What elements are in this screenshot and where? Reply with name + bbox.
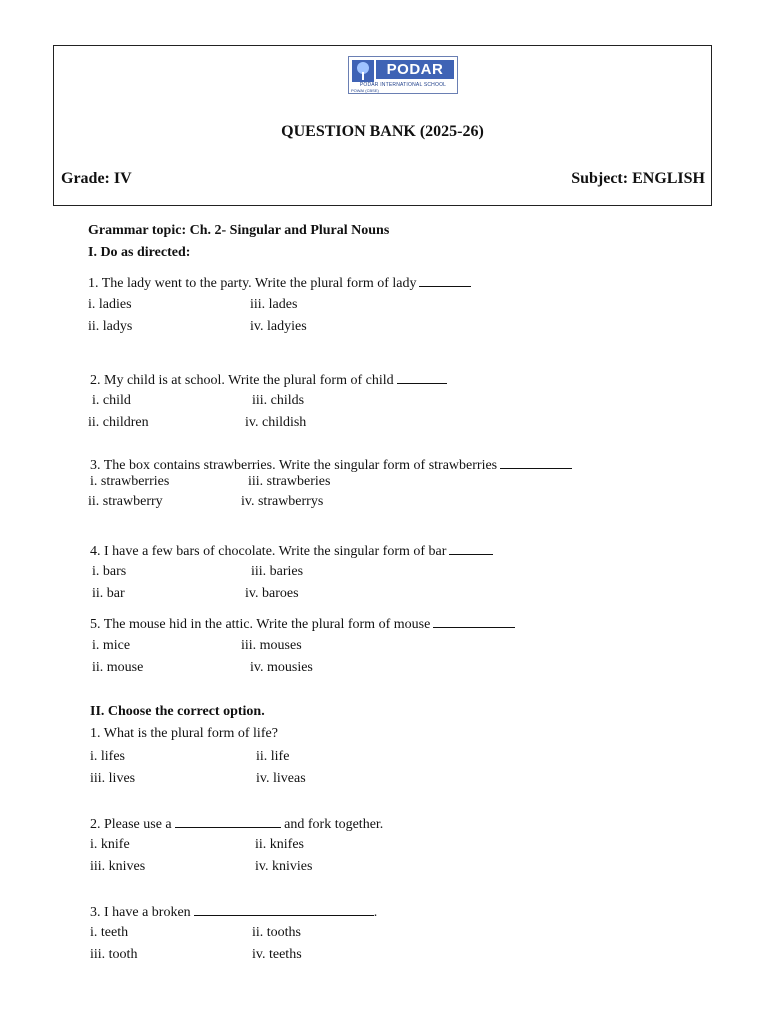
option: iii. lades bbox=[250, 297, 298, 312]
question-1-5: 5. The mouse hid in the attic. Write the plural form of mouse bbox=[90, 615, 515, 633]
option: iv. ladyies bbox=[250, 319, 307, 334]
option: iv. strawberrys bbox=[241, 494, 324, 509]
option: i. bars bbox=[92, 564, 127, 579]
option: ii. tooths bbox=[252, 925, 302, 940]
page-title: QUESTION BANK (2025-26) bbox=[281, 123, 484, 140]
grammar-topic: Grammar topic: Ch. 2- Singular and Plural Nouns bbox=[88, 223, 390, 238]
option: iii. mouses bbox=[241, 638, 302, 653]
option: ii. mouse bbox=[92, 660, 144, 675]
option: ii. ladys bbox=[88, 319, 133, 334]
option: i. lifes bbox=[90, 749, 125, 764]
question-1-4: 4. I have a few bars of chocolate. Write the singular form of bar bbox=[90, 542, 493, 560]
option: ii. bar bbox=[92, 586, 125, 601]
tree-icon bbox=[352, 60, 374, 82]
option: ii. children bbox=[88, 415, 149, 430]
school-logo bbox=[348, 56, 458, 94]
option: i. teeth bbox=[90, 925, 129, 940]
question-2-2: 2. Please use a and fork together. bbox=[90, 817, 384, 832]
header-box bbox=[53, 45, 712, 206]
logo-school-name: PODAR INTERNATIONAL SCHOOL bbox=[359, 82, 447, 88]
option: i. strawberries bbox=[90, 474, 170, 489]
option: iv. teeths bbox=[252, 947, 302, 962]
option: ii. strawberry bbox=[88, 494, 163, 509]
option: iv. knivies bbox=[255, 859, 313, 874]
option: iii. strawberies bbox=[248, 474, 331, 489]
question-1-3: 3. The box contains strawberries. Write the singular form of strawberries bbox=[90, 456, 572, 474]
option: ii. knifes bbox=[255, 837, 304, 852]
logo-branch: POWAI (CBSE) bbox=[351, 88, 379, 93]
option: i. ladies bbox=[88, 297, 132, 312]
option: iv. childish bbox=[245, 415, 307, 430]
option: iii. lives bbox=[90, 771, 136, 786]
option: iii. childs bbox=[252, 393, 305, 408]
option: i. child bbox=[92, 393, 131, 408]
option: iv. mousies bbox=[250, 660, 313, 675]
option: iv. baroes bbox=[245, 586, 299, 601]
section1-heading: I. Do as directed: bbox=[88, 245, 191, 260]
option: iii. tooth bbox=[90, 947, 138, 962]
subject-label: Subject: ENGLISH bbox=[571, 170, 705, 187]
question-2-3: 3. I have a broken . bbox=[90, 905, 378, 920]
grade-label: Grade: IV bbox=[61, 170, 132, 187]
question-2-1: 1. What is the plural form of life? bbox=[90, 726, 278, 741]
option: iv. liveas bbox=[256, 771, 306, 786]
question-1-1: 1. The lady went to the party. Write the plural form of lady bbox=[88, 274, 471, 292]
option: i. knife bbox=[90, 837, 130, 852]
option: iii. baries bbox=[251, 564, 304, 579]
logo-brand: PODAR bbox=[376, 60, 454, 79]
option: ii. life bbox=[256, 749, 290, 764]
option: i. mice bbox=[92, 638, 131, 653]
question-1-2: 2. My child is at school. Write the plural form of child bbox=[90, 371, 447, 389]
section2-heading: II. Choose the correct option. bbox=[90, 704, 265, 719]
option: iii. knives bbox=[90, 859, 146, 874]
